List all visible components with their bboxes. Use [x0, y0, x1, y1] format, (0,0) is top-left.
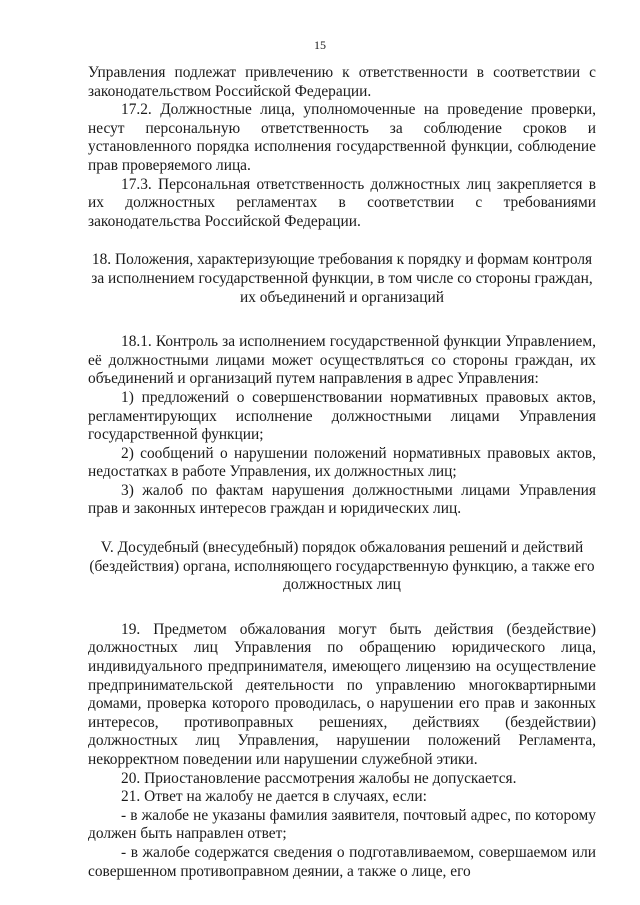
list-item: 1) предложений о совершенствовании нормативных правовых актов, регламентирующих исполнение должностными лицами Управления государственной функции;	[88, 388, 596, 444]
section-heading: 18. Положения, характеризующие требования к порядку и формам контроля за исполнением государственной функции, в том числе со стороны граждан, их объединений и организаций	[91, 251, 593, 306]
list-item: 3) жалоб по фактам нарушения должностными лицами Управления прав и законных интересов граждан и юридических лиц.	[88, 481, 596, 518]
paragraph: 17.3. Персональная ответственность должностных лиц закрепляется в их должностных регламентах в соответствии с требованиями законодательства Российской Федерации.	[88, 175, 596, 230]
list-item: - в жалобе не указаны фамилия заявителя, почтовый адрес, по которому должен быть направлен ответ;	[88, 806, 596, 843]
document-body	[88, 64, 596, 881]
paragraph: Управления подлежат привлечению к ответственности в соответствии с законодательством Российской Федерации.	[88, 64, 596, 100]
paragraph: 18.1. Контроль за исполнением государственной функции Управлением, её должностными лицами может осуществляться со стороны граждан, их объединений и организаций путем направления в адрес Управления:	[88, 333, 596, 388]
list-item: - в жалобе содержатся сведения о подготавливаемом, совершаемом или совершенном противоправном деянии, а также о лице, его	[88, 843, 596, 880]
paragraph: 21. Ответ на жалобу не дается в случаях, если:	[121, 788, 427, 806]
page-number: 15	[314, 38, 326, 52]
paragraph: 17.2. Должностные лица, уполномоченные на проведение проверки, несут персональную ответственность за соблюдение сроков и установленного порядка исполнения государственной функции, соблюдение прав проверяемого лица.	[88, 101, 596, 174]
list-item: 2) сообщений о нарушении положений нормативных правовых актов, недостатках в работе Управления, их должностных лиц;	[88, 444, 596, 481]
paragraph: 19. Предметом обжалования могут быть действия (бездействие) должностных лиц Управления по обращению юридического лица, индивидуального предпринимателя, имеющего лицензию на осуществление предпринимательской деятельности по управлению многоквартирными домами, проверка которого проводилась, о нарушении его прав и законных интересов, противоправных решениях, действиях (бездействии) должностных лиц Управления, нарушении положений Регламента, некорректном поведении или нарушении служебной этики.	[88, 620, 596, 768]
chapter-heading: V. Досудебный (внесудебный) порядок обжалования решений и действий (бездействия) органа, исполняющего государственную функцию, а также его должностных лиц	[89, 539, 595, 594]
paragraph: 20. Приостановление рассмотрения жалобы не допускается.	[121, 769, 517, 787]
